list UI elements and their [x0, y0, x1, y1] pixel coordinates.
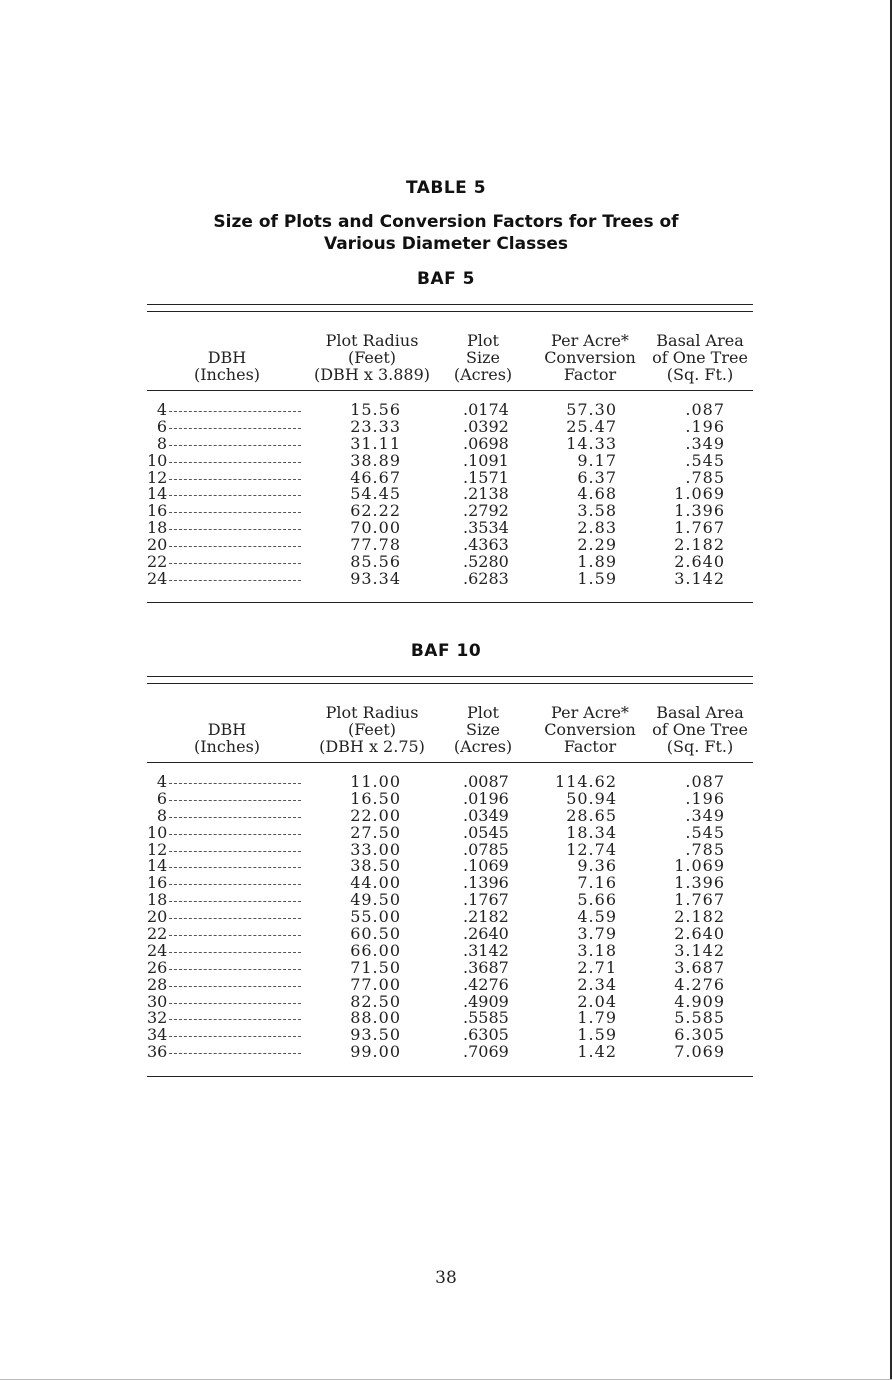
- dot-leader: [169, 807, 301, 818]
- cell-basal-area: 4.909: [674, 991, 725, 1011]
- baf10-title: BAF 10: [410, 641, 482, 661]
- header-conversion-factor: Per Acre* Conversion Factor: [544, 331, 636, 384]
- header-plot-radius: Plot Radius (Feet) (DBH x 2.75): [319, 703, 425, 756]
- cell-plot-size: .2792: [463, 501, 509, 521]
- cell-basal-area: .196: [685, 788, 725, 808]
- dot-leader: [169, 925, 301, 936]
- cell-conversion-factor: 6.37: [577, 467, 617, 487]
- table-top-rule: [147, 304, 753, 312]
- dot-leader: [169, 418, 301, 429]
- cell-dbh: 4: [156, 400, 167, 419]
- cell-plot-radius: 16.50: [350, 788, 401, 808]
- dot-leader: [169, 536, 301, 547]
- cell-plot-size: .1767: [463, 890, 509, 910]
- cell-basal-area: .087: [685, 400, 725, 419]
- dot-leader: [169, 401, 301, 412]
- cell-plot-radius: 44.00: [350, 873, 401, 893]
- cell-dbh: 26: [147, 957, 168, 977]
- table-row: [147, 553, 753, 570]
- cell-plot-radius: 23.33: [350, 416, 401, 436]
- cell-basal-area: 1.396: [674, 501, 725, 521]
- cell-dbh: 24: [147, 568, 168, 588]
- cell-dbh: 22: [147, 552, 168, 572]
- cell-conversion-factor: 14.33: [566, 433, 617, 453]
- dot-leader: [169, 959, 301, 970]
- dot-leader: [169, 1026, 301, 1037]
- cell-basal-area: 4.276: [674, 974, 725, 994]
- dot-leader: [169, 570, 301, 581]
- cell-plot-size: .3142: [463, 940, 509, 960]
- cell-basal-area: .545: [685, 822, 725, 842]
- baf10-table: [147, 676, 753, 1060]
- table-row: [147, 959, 753, 976]
- cell-basal-area: 7.069: [674, 1042, 725, 1062]
- table-row: [147, 1043, 753, 1060]
- table-row: [147, 824, 753, 841]
- dot-leader: [169, 1009, 301, 1020]
- cell-plot-size: .1396: [463, 873, 509, 893]
- cell-plot-size: .0698: [463, 433, 509, 453]
- cell-dbh: 22: [147, 924, 168, 944]
- cell-plot-radius: 49.50: [350, 890, 401, 910]
- cell-plot-radius: 88.00: [350, 1008, 401, 1028]
- cell-dbh: 8: [156, 433, 167, 453]
- cell-plot-size: .0349: [463, 805, 509, 825]
- header-dbh: DBH (Inches): [193, 720, 261, 756]
- cell-plot-radius: 93.50: [350, 1025, 401, 1045]
- cell-conversion-factor: 3.18: [577, 940, 617, 960]
- dot-leader: [169, 452, 301, 463]
- cell-dbh: 36: [147, 1042, 168, 1062]
- cell-dbh: 34: [147, 1025, 168, 1045]
- cell-plot-radius: 54.45: [350, 484, 401, 504]
- cell-dbh: 30: [147, 991, 168, 1011]
- cell-plot-radius: 93.34: [350, 568, 401, 588]
- cell-plot-radius: 70.00: [350, 518, 401, 538]
- baf5-table: [147, 304, 753, 587]
- cell-conversion-factor: 1.42: [577, 1042, 617, 1062]
- cell-plot-radius: 38.89: [350, 450, 401, 470]
- cell-plot-radius: 71.50: [350, 957, 401, 977]
- table-row: [147, 773, 753, 790]
- cell-plot-size: .7069: [463, 1042, 509, 1062]
- header-plot-radius: Plot Radius (Feet) (DBH x 3.889): [313, 331, 431, 384]
- header-plot-size: Plot Size (Acres): [453, 331, 513, 384]
- table-row: [147, 857, 753, 874]
- cell-conversion-factor: 25.47: [566, 416, 617, 436]
- cell-dbh: 14: [147, 484, 168, 504]
- cell-plot-size: .2640: [463, 924, 509, 944]
- cell-plot-radius: 38.50: [350, 856, 401, 876]
- dot-leader: [169, 942, 301, 953]
- table-row: [147, 452, 753, 469]
- cell-dbh: 20: [147, 535, 168, 555]
- cell-conversion-factor: 1.59: [577, 568, 617, 588]
- table-row: [147, 942, 753, 959]
- header-conversion-factor: Per Acre* Conversion Factor: [544, 703, 636, 756]
- header-dbh: DBH (Inches): [193, 348, 261, 384]
- cell-dbh: 6: [156, 788, 167, 808]
- table-body: [147, 391, 753, 587]
- table-row: [147, 891, 753, 908]
- cell-basal-area: .349: [685, 433, 725, 453]
- cell-plot-radius: 66.00: [350, 940, 401, 960]
- cell-plot-size: .1091: [463, 450, 509, 470]
- cell-basal-area: 1.069: [674, 484, 725, 504]
- cell-conversion-factor: 5.66: [577, 890, 617, 910]
- table-subtitle-line1: Size of Plots and Conversion Factors for Trees of: [213, 212, 679, 232]
- cell-plot-size: .0785: [463, 839, 509, 859]
- cell-plot-radius: 77.00: [350, 974, 401, 994]
- cell-conversion-factor: 28.65: [566, 805, 617, 825]
- cell-basal-area: 5.585: [674, 1008, 725, 1028]
- cell-conversion-factor: 50.94: [566, 788, 617, 808]
- cell-basal-area: .785: [685, 467, 725, 487]
- dot-leader: [169, 485, 301, 496]
- cell-basal-area: 2.182: [674, 907, 725, 927]
- table-row: [147, 1009, 753, 1026]
- cell-plot-radius: 31.11: [350, 433, 401, 453]
- cell-basal-area: 3.142: [674, 568, 725, 588]
- table-row: [147, 908, 753, 925]
- cell-basal-area: 1.069: [674, 856, 725, 876]
- cell-plot-radius: 27.50: [350, 822, 401, 842]
- table-row: [147, 401, 753, 418]
- cell-basal-area: .196: [685, 416, 725, 436]
- cell-conversion-factor: 9.36: [577, 856, 617, 876]
- cell-plot-radius: 99.00: [350, 1042, 401, 1062]
- cell-dbh: 14: [147, 856, 168, 876]
- cell-basal-area: 1.767: [674, 890, 725, 910]
- table-row: [147, 841, 753, 858]
- cell-conversion-factor: 2.04: [577, 991, 617, 1011]
- cell-plot-size: .5585: [463, 1008, 509, 1028]
- cell-plot-size: .1571: [463, 467, 509, 487]
- cell-conversion-factor: 18.34: [566, 822, 617, 842]
- cell-plot-size: .4363: [463, 535, 509, 555]
- cell-conversion-factor: 1.79: [577, 1008, 617, 1028]
- table-bottom-rule: [147, 1076, 753, 1077]
- cell-plot-radius: 77.78: [350, 535, 401, 555]
- cell-plot-size: .0196: [463, 788, 509, 808]
- dot-leader: [169, 908, 301, 919]
- table-row: [147, 976, 753, 993]
- cell-dbh: 8: [156, 805, 167, 825]
- cell-conversion-factor: 114.62: [555, 772, 617, 791]
- cell-conversion-factor: 2.34: [577, 974, 617, 994]
- cell-plot-radius: 15.56: [350, 400, 401, 419]
- cell-conversion-factor: 3.58: [577, 501, 617, 521]
- cell-plot-size: .1069: [463, 856, 509, 876]
- table-row: [147, 993, 753, 1010]
- cell-basal-area: 3.687: [674, 957, 725, 977]
- cell-dbh: 20: [147, 907, 168, 927]
- header-basal-area: Basal Area of One Tree (Sq. Ft.): [652, 331, 748, 384]
- cell-conversion-factor: 2.29: [577, 535, 617, 555]
- table-row: [147, 485, 753, 502]
- table-header: [147, 312, 753, 390]
- cell-dbh: 18: [147, 518, 168, 538]
- cell-conversion-factor: 12.74: [566, 839, 617, 859]
- cell-basal-area: 2.640: [674, 552, 725, 572]
- dot-leader: [169, 502, 301, 513]
- cell-conversion-factor: 57.30: [566, 400, 617, 419]
- dot-leader: [169, 790, 301, 801]
- cell-conversion-factor: 2.83: [577, 518, 617, 538]
- dot-leader: [169, 469, 301, 480]
- cell-basal-area: 1.767: [674, 518, 725, 538]
- cell-plot-radius: 22.00: [350, 805, 401, 825]
- table-row: [147, 1026, 753, 1043]
- table-subtitle-line2: Various Diameter Classes: [323, 234, 568, 254]
- cell-dbh: 6: [156, 416, 167, 436]
- cell-dbh: 18: [147, 890, 168, 910]
- table-header: [147, 684, 753, 762]
- cell-conversion-factor: 4.59: [577, 907, 617, 927]
- cell-plot-size: .0087: [463, 772, 509, 791]
- cell-dbh: 4: [156, 772, 167, 791]
- cell-plot-size: .6305: [463, 1025, 509, 1045]
- cell-plot-radius: 62.22: [350, 501, 401, 521]
- table-row: [147, 874, 753, 891]
- cell-conversion-factor: 1.59: [577, 1025, 617, 1045]
- cell-plot-size: .5280: [463, 552, 509, 572]
- dot-leader: [169, 857, 301, 868]
- table-row: [147, 502, 753, 519]
- cell-plot-radius: 85.56: [350, 552, 401, 572]
- cell-dbh: 10: [147, 450, 168, 470]
- cell-dbh: 10: [147, 822, 168, 842]
- dot-leader: [169, 1043, 301, 1054]
- baf5-title: BAF 5: [417, 269, 475, 289]
- cell-plot-size: .4276: [463, 974, 509, 994]
- cell-plot-size: .2182: [463, 907, 509, 927]
- cell-basal-area: 6.305: [674, 1025, 725, 1045]
- cell-plot-radius: 55.00: [350, 907, 401, 927]
- cell-conversion-factor: 9.17: [577, 450, 617, 470]
- dot-leader: [169, 993, 301, 1004]
- table-label: TABLE 5: [405, 178, 487, 198]
- cell-dbh: 16: [147, 501, 168, 521]
- cell-basal-area: 1.396: [674, 873, 725, 893]
- dot-leader: [169, 976, 301, 987]
- cell-basal-area: 2.182: [674, 535, 725, 555]
- cell-dbh: 12: [147, 839, 168, 859]
- cell-plot-radius: 46.67: [350, 467, 401, 487]
- cell-basal-area: .785: [685, 839, 725, 859]
- cell-plot-size: .3534: [463, 518, 509, 538]
- cell-plot-size: .4909: [463, 991, 509, 1011]
- cell-dbh: 28: [147, 974, 168, 994]
- cell-basal-area: 3.142: [674, 940, 725, 960]
- table-row: [147, 519, 753, 536]
- cell-basal-area: .545: [685, 450, 725, 470]
- dot-leader: [169, 435, 301, 446]
- cell-basal-area: 2.640: [674, 924, 725, 944]
- dot-leader: [169, 553, 301, 564]
- cell-dbh: 12: [147, 467, 168, 487]
- cell-plot-size: .0545: [463, 822, 509, 842]
- header-plot-size: Plot Size (Acres): [453, 703, 513, 756]
- header-basal-area: Basal Area of One Tree (Sq. Ft.): [652, 703, 748, 756]
- cell-conversion-factor: 7.16: [577, 873, 617, 893]
- table-row: [147, 807, 753, 824]
- cell-plot-size: .0174: [463, 400, 509, 419]
- cell-conversion-factor: 3.79: [577, 924, 617, 944]
- dot-leader: [169, 519, 301, 530]
- cell-dbh: 24: [147, 940, 168, 960]
- dot-leader: [169, 874, 301, 885]
- cell-conversion-factor: 1.89: [577, 552, 617, 572]
- cell-dbh: 16: [147, 873, 168, 893]
- table-row: [147, 469, 753, 486]
- table-row: [147, 790, 753, 807]
- cell-basal-area: .349: [685, 805, 725, 825]
- cell-plot-size: .2138: [463, 484, 509, 504]
- dot-leader: [169, 891, 301, 902]
- cell-plot-size: .3687: [463, 957, 509, 977]
- cell-basal-area: .087: [685, 772, 725, 791]
- table-row: [147, 536, 753, 553]
- dot-leader: [169, 841, 301, 852]
- cell-plot-radius: 11.00: [350, 772, 401, 791]
- cell-plot-radius: 60.50: [350, 924, 401, 944]
- cell-conversion-factor: 4.68: [577, 484, 617, 504]
- dot-leader: [169, 824, 301, 835]
- table-body: [147, 763, 753, 1060]
- cell-conversion-factor: 2.71: [577, 957, 617, 977]
- cell-plot-size: .0392: [463, 416, 509, 436]
- page-number: 38: [435, 1268, 457, 1288]
- cell-plot-size: .6283: [463, 568, 509, 588]
- cell-plot-radius: 33.00: [350, 839, 401, 859]
- table-top-rule: [147, 676, 753, 684]
- cell-dbh: 32: [147, 1008, 168, 1028]
- table-row: [147, 418, 753, 435]
- cell-plot-radius: 82.50: [350, 991, 401, 1011]
- table-row: [147, 925, 753, 942]
- table-row: [147, 570, 753, 587]
- table-row: [147, 435, 753, 452]
- table-bottom-rule: [147, 602, 753, 603]
- dot-leader: [169, 773, 301, 784]
